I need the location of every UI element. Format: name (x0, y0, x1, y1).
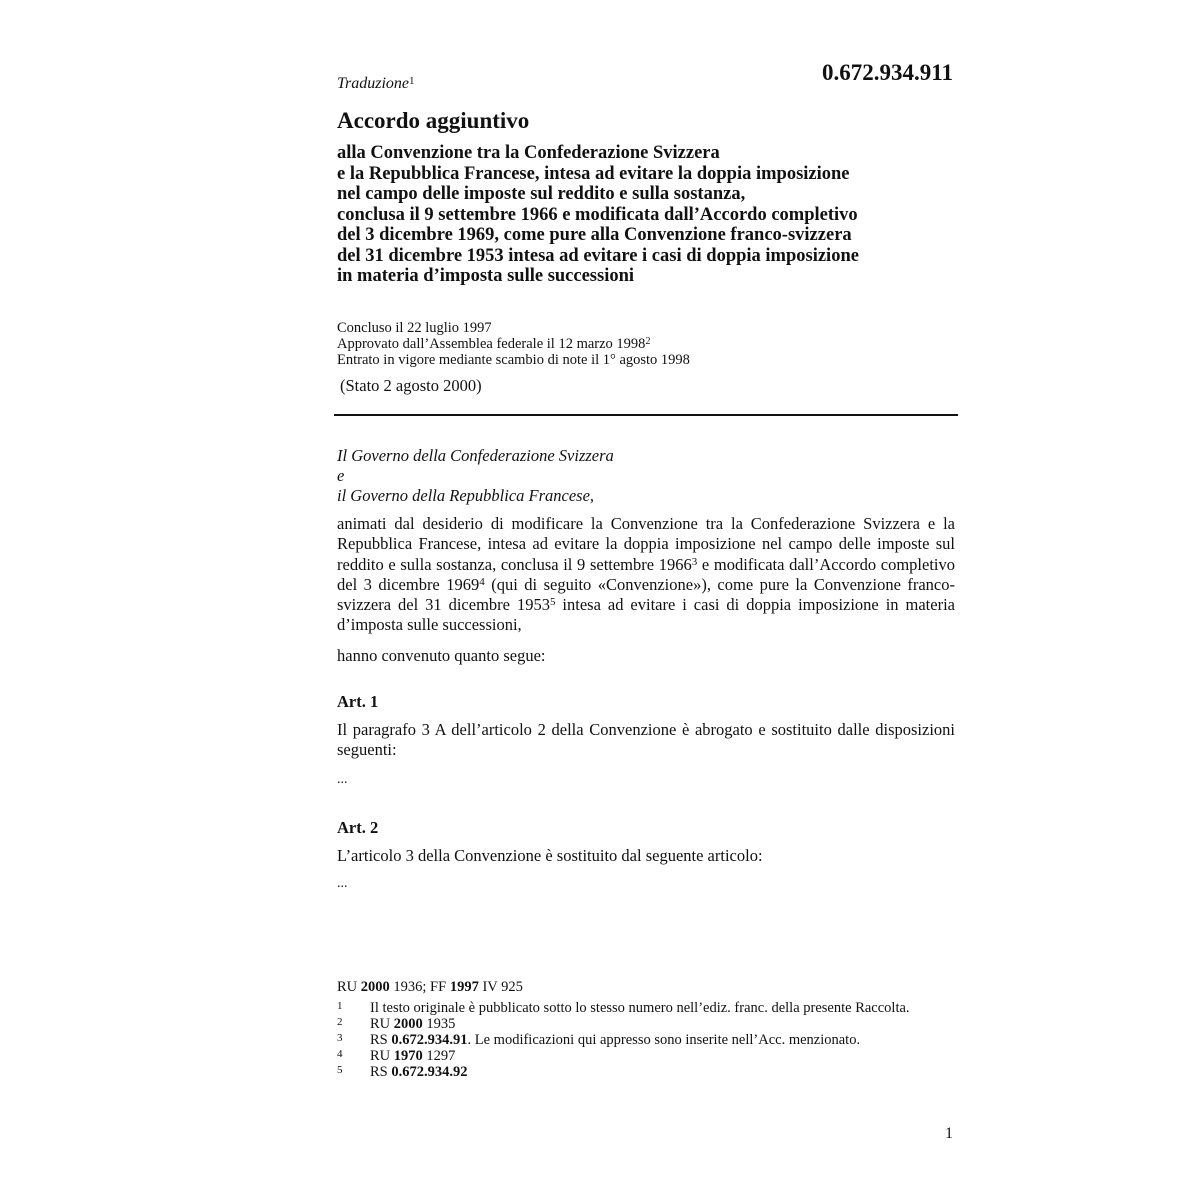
footnote-number: 3 (337, 1032, 343, 1044)
party-switzerland: Il Governo della Confederazione Svizzera (337, 446, 614, 465)
footnote-4 (337, 1048, 957, 1064)
footnote-2 (337, 1016, 957, 1032)
sr-number: 0.672.934.911 (822, 60, 953, 85)
fn-rest: 1935 (422, 1016, 456, 1032)
footnote-number: 5 (337, 1064, 343, 1076)
approved-date (337, 336, 690, 352)
subtitle-line: del 31 dicembre 1953 intesa ad evitare i casi di doppia imposizione (337, 245, 859, 266)
fn-prefix: RS (370, 1064, 392, 1080)
footnote-ref-3[interactable]: 3 (691, 555, 698, 568)
fn-bold: 0.672.934.91 (391, 1032, 468, 1048)
fn-prefix: RU (370, 1048, 394, 1064)
footnote-5 (337, 1064, 957, 1080)
paragraph-text: e modificata dall’Accordo completivo del 3 dicembre 1969 (337, 554, 956, 594)
footnote-text: Il testo originale è pubblicato sotto lo stesso numero nell’ediz. franc. della presente Raccolta. (370, 1000, 910, 1016)
ref-bold: 2000 (360, 979, 390, 995)
ref-text: RU (337, 979, 361, 995)
footnote-text (370, 1064, 957, 1080)
footnote-number: 2 (337, 1016, 343, 1028)
fn-rest: . Le modificazioni qui appresso sono inserite nell’Acc. menzionato. (467, 1032, 861, 1048)
paragraph-text: (qui di seguito «Convenzione»), come pure la Convenzione franco-svizzera del 31 dicembre 1953 (337, 574, 956, 615)
fn-prefix: RU (370, 1016, 394, 1032)
ref-text: 1936; FF (389, 979, 450, 995)
fn-prefix: RS (370, 1032, 392, 1048)
document-title: Accordo aggiuntivo (337, 108, 530, 133)
party-conjunction: e (337, 466, 345, 485)
agreement-clause: hanno convenuto quanto segue: (337, 646, 546, 665)
paragraph-text: animati dal desiderio di modificare la Convenzione tra la Confederazione Svizzera e la Repubblica Francese, intesa ad evitare la doppia imposizione nel campo delle imposte sul reddito e sulla sostanza, conclusa il 9 settembre 1966 (337, 514, 955, 574)
subtitle-line: del 3 dicembre 1969, come pure alla Convenzione franco-svizzera (337, 225, 852, 245)
document-subtitle (337, 143, 859, 287)
concluded-date: Concluso il 22 luglio 1997 (337, 320, 492, 336)
article-2-text: L’articolo 3 della Convenzione è sostituito dal seguente articolo: (337, 846, 763, 865)
page-number: 1 (945, 1125, 953, 1142)
fn-bold: 1970 (393, 1048, 423, 1064)
footnote-3 (337, 1032, 957, 1048)
official-reference (337, 979, 523, 996)
fn-bold: 0.672.934.92 (391, 1064, 468, 1080)
article-1-text: Il paragrafo 3 A dell’articolo 2 della Convenzione è abrogato e sostituito dalle disposizioni seguenti: (337, 720, 955, 760)
preamble-paragraph (337, 514, 955, 636)
article-1-ellipsis: ... (337, 772, 348, 787)
fn-bold: 2000 (393, 1016, 423, 1032)
footnote-number: 4 (337, 1048, 343, 1060)
footnote-text (370, 1032, 957, 1048)
footnote-ref-5[interactable]: 5 (549, 596, 556, 609)
translation-text: Traduzione (337, 75, 410, 92)
party-france: il Governo della Repubblica Francese, (337, 486, 595, 505)
subtitle-line: alla Convenzione tra la Confederazione Svizzera (337, 143, 720, 163)
ref-bold: 1997 (449, 979, 479, 995)
footnote-text (370, 1016, 957, 1032)
paragraph-text: intesa ad evitare i casi di doppia imposizione in materia d’imposta sulle successioni, (337, 595, 955, 635)
footnote-1 (337, 1000, 957, 1016)
article-2-heading: Art. 2 (337, 818, 379, 837)
approved-text: Approvato dall’Assemblea federale il 12 marzo 1998 (337, 336, 646, 352)
footnote-ref-1[interactable]: 1 (409, 75, 415, 87)
subtitle-line: in materia d’imposta sulle successioni (337, 266, 635, 286)
footnote-text (370, 1048, 957, 1064)
preamble-parties (337, 446, 614, 506)
subtitle-line: e la Repubblica Francese, intesa ad evitare la doppia imposizione (337, 163, 850, 184)
article-2-ellipsis: ... (337, 876, 348, 891)
article-1-heading: Art. 1 (337, 692, 379, 711)
fn-rest: 1297 (422, 1048, 456, 1064)
footnote-number: 1 (337, 1000, 343, 1012)
document-metadata (337, 320, 690, 368)
translation-label (337, 75, 415, 93)
status-date: (Stato 2 agosto 2000) (340, 376, 482, 395)
in-force-date: Entrato in vigore mediante scambio di note il 1° agosto 1998 (337, 352, 690, 368)
footnote-ref-2[interactable]: 2 (645, 336, 651, 347)
footnote-ref-4[interactable]: 4 (479, 575, 485, 588)
subtitle-line: nel campo delle imposte sul reddito e sulla sostanza, (337, 184, 746, 204)
subtitle-line: conclusa il 9 settembre 1966 e modificata dall’Accordo completivo (337, 204, 858, 225)
ref-text: IV 925 (478, 979, 523, 995)
header-divider (334, 414, 958, 416)
footnotes (337, 1000, 957, 1080)
